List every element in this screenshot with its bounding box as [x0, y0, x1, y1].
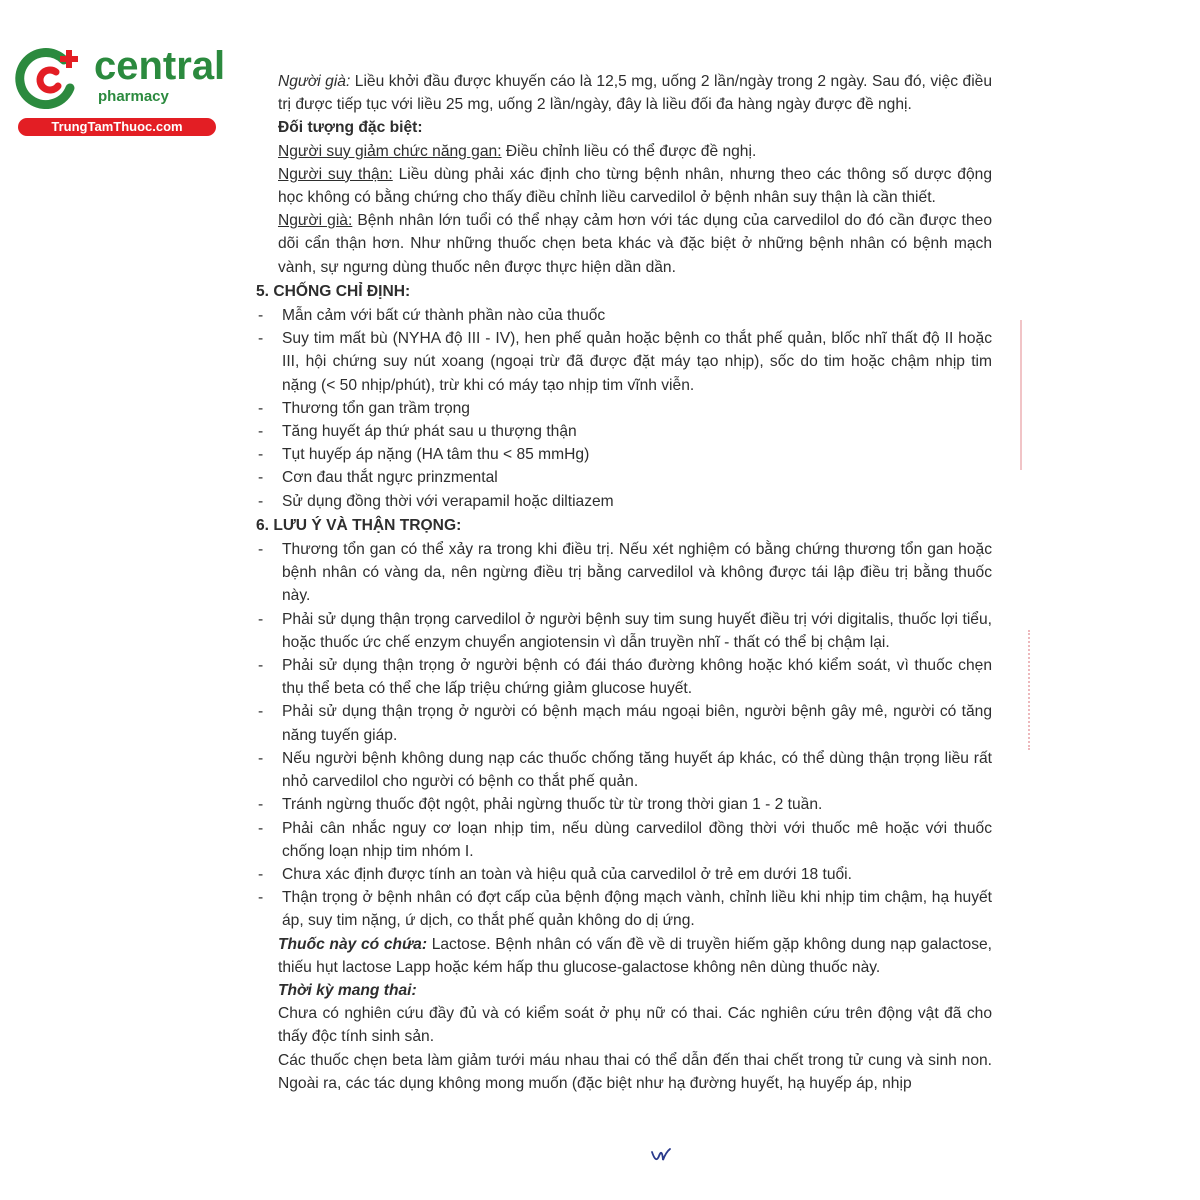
- special-elderly: [256, 209, 992, 279]
- red-stamp-mark: [1020, 320, 1022, 470]
- document-page: [256, 70, 992, 1095]
- contraindications-list: [256, 304, 992, 513]
- brand-website: TrungTamThuoc.com: [18, 118, 216, 136]
- special-liver: [256, 140, 992, 163]
- list-item: - Nếu người bệnh không dung nạp các thuốc chống tăng huyết áp khác, có thể dùng thận trọng liều rất nhỏ carvedilol cho người có bệnh co thắt phế quản.: [282, 747, 992, 793]
- list-item: - Thận trọng ở bệnh nhân có đợt cấp của bệnh động mạch vành, chỉnh liều khi nhịp tim chậm, hạ huyết áp, suy tim nặng, ứ dịch, co thắt phế quản không do dị ứng.: [282, 886, 992, 932]
- pregnancy-para-1: Chưa có nghiên cứu đầy đủ và có kiểm soát ở phụ nữ có thai. Các nghiên cứu trên động vật đã cho thấy độc tính sinh sản.: [278, 1005, 992, 1046]
- special-liver-label: Người suy giảm chức năng gan:: [278, 142, 502, 160]
- list-item: - Tránh ngừng thuốc đột ngột, phải ngừng thuốc từ từ trong thời gian 1 - 2 tuần.: [282, 793, 992, 816]
- special-liver-text: Điều chỉnh liều có thể được đề nghị.: [501, 142, 757, 160]
- list-item: - Phải sử dụng thận trọng ở người bệnh có đái tháo đường không hoặc khó kiểm soát, vì thuốc chẹn thụ thể beta có thể che lấp triệu chứng giảm glucose huyết.: [282, 654, 992, 700]
- contains-label: Thuốc này có chứa:: [278, 935, 428, 953]
- list-item: - Thương tổn gan trầm trọng: [282, 397, 992, 420]
- list-item: - Phải sử dụng thận trọng ở người có bệnh mạch máu ngoại biên, người bệnh gây mê, người có tăng năng tuyến giáp.: [282, 700, 992, 746]
- dosage-elderly: [256, 70, 992, 116]
- precautions-list: [256, 538, 992, 932]
- dosage-elderly-text: Liều khởi đầu được khuyến cáo là 12,5 mg, uống 2 lần/ngày trong 2 ngày. Sau đó, việc điều trị được tiếp tục với liều 25 mg, uống 2 lần/ngày, đây là liều đối đa hàng ngày được đề nghị.: [278, 73, 992, 114]
- pharmacy-logo-icon: [12, 42, 86, 116]
- list-item: - Tăng huyết áp thứ phát sau u thượng thận: [282, 420, 992, 443]
- special-kidney-text: Liều dùng phải xác định cho từng bệnh nhân, nhưng theo các thông số dược động học không có bằng chứng cho thấy điều chỉnh liều carvedilol ở bệnh nhân suy thận là cần thiết.: [278, 165, 992, 207]
- brand-logo: [8, 38, 226, 138]
- section-5-heading: 5. CHỐNG CHỈ ĐỊNH:: [256, 282, 411, 300]
- list-item: - Mẫn cảm với bất cứ thành phần nào của thuốc: [282, 304, 992, 327]
- signature-mark: [650, 1146, 672, 1166]
- list-item: - Phải cân nhắc nguy cơ loạn nhịp tim, nếu dùng carvedilol đồng thời với thuốc mê hoặc với thuốc chống loạn nhịp tim nhóm I.: [282, 817, 992, 863]
- red-stamp-mark: [1028, 630, 1030, 750]
- special-elderly-text: Bệnh nhân lớn tuổi có thể nhạy cảm hơn với tác dụng của carvedilol do đó cần được theo dõi cẩn thận hơn. Như những thuốc chẹn beta khác và đặc biệt ở những bệnh nhân có bệnh mạch vành, sự ngưng dùng thuốc nên được thực hiện dần dần.: [278, 212, 992, 276]
- list-item: - Tụt huyếp áp nặng (HA tâm thu < 85 mmHg): [282, 443, 992, 466]
- list-item: - Chưa xác định được tính an toàn và hiệu quả của carvedilol ở trẻ em dưới 18 tuổi.: [282, 863, 992, 886]
- pregnancy-heading: Thời kỳ mang thai:: [278, 981, 417, 999]
- contains-note: [256, 933, 992, 979]
- dosage-elderly-label: Người già:: [278, 73, 351, 90]
- list-item: - Cơn đau thắt ngực prinzmental: [282, 466, 992, 489]
- special-kidney: [256, 163, 992, 209]
- brand-subtitle: pharmacy: [98, 88, 169, 105]
- special-elderly-label: Người già:: [278, 212, 353, 230]
- pregnancy-para-2: Các thuốc chẹn beta làm giảm tưới máu nhau thai có thể dẫn đến thai chết trong tử cung và sinh non. Ngoài ra, các tác dụng không mong muốn (đặc biệt như hạ đường huyết, hạ huyếp áp, nhịp: [278, 1051, 992, 1092]
- list-item: - Suy tim mất bù (NYHA độ III - IV), hen phế quản hoặc bệnh co thắt phế quản, blốc nhĩ thất độ II hoặc III, hội chứng suy nút xoang (ngoại trừ đã được đặt máy tạo nhịp), sốc do tim hoặc chậm nhịp tim nặng (< 50 nhịp/phút), trừ khi có máy tạo nhịp tim vĩnh viễn.: [282, 327, 992, 397]
- list-item: - Thương tổn gan có thể xảy ra trong khi điều trị. Nếu xét nghiệm có bằng chứng thương tổn gan hoặc bệnh nhân có vàng da, nên ngừng điều trị bằng carvedilol và không được tái lập điều trị bằng thuốc này.: [282, 538, 992, 608]
- brand-name: central: [94, 44, 226, 88]
- contains-text: Lactose. Bệnh nhân có vấn đề về di truyền hiếm gặp không dung nạp galactose, thiếu hụt lactose Lapp hoặc kém hấp thu glucose-galactose không nên dùng thuốc này.: [278, 935, 992, 976]
- section-6-heading: 6. LƯU Ý VÀ THẬN TRỌNG:: [256, 516, 462, 534]
- special-kidney-label: Người suy thận:: [278, 165, 393, 183]
- list-item: - Phải sử dụng thận trọng carvedilol ở người bệnh suy tim sung huyết điều trị với digitalis, thuốc lợi tiểu, hoặc thuốc ức chế enzym chuyển angiotensin vì dẫn truyền nhĩ - thất có thể bị chậm lại.: [282, 608, 992, 654]
- list-item: - Sử dụng đồng thời với verapamil hoặc diltiazem: [282, 490, 992, 513]
- special-heading: Đối tượng đặc biệt:: [278, 119, 423, 137]
